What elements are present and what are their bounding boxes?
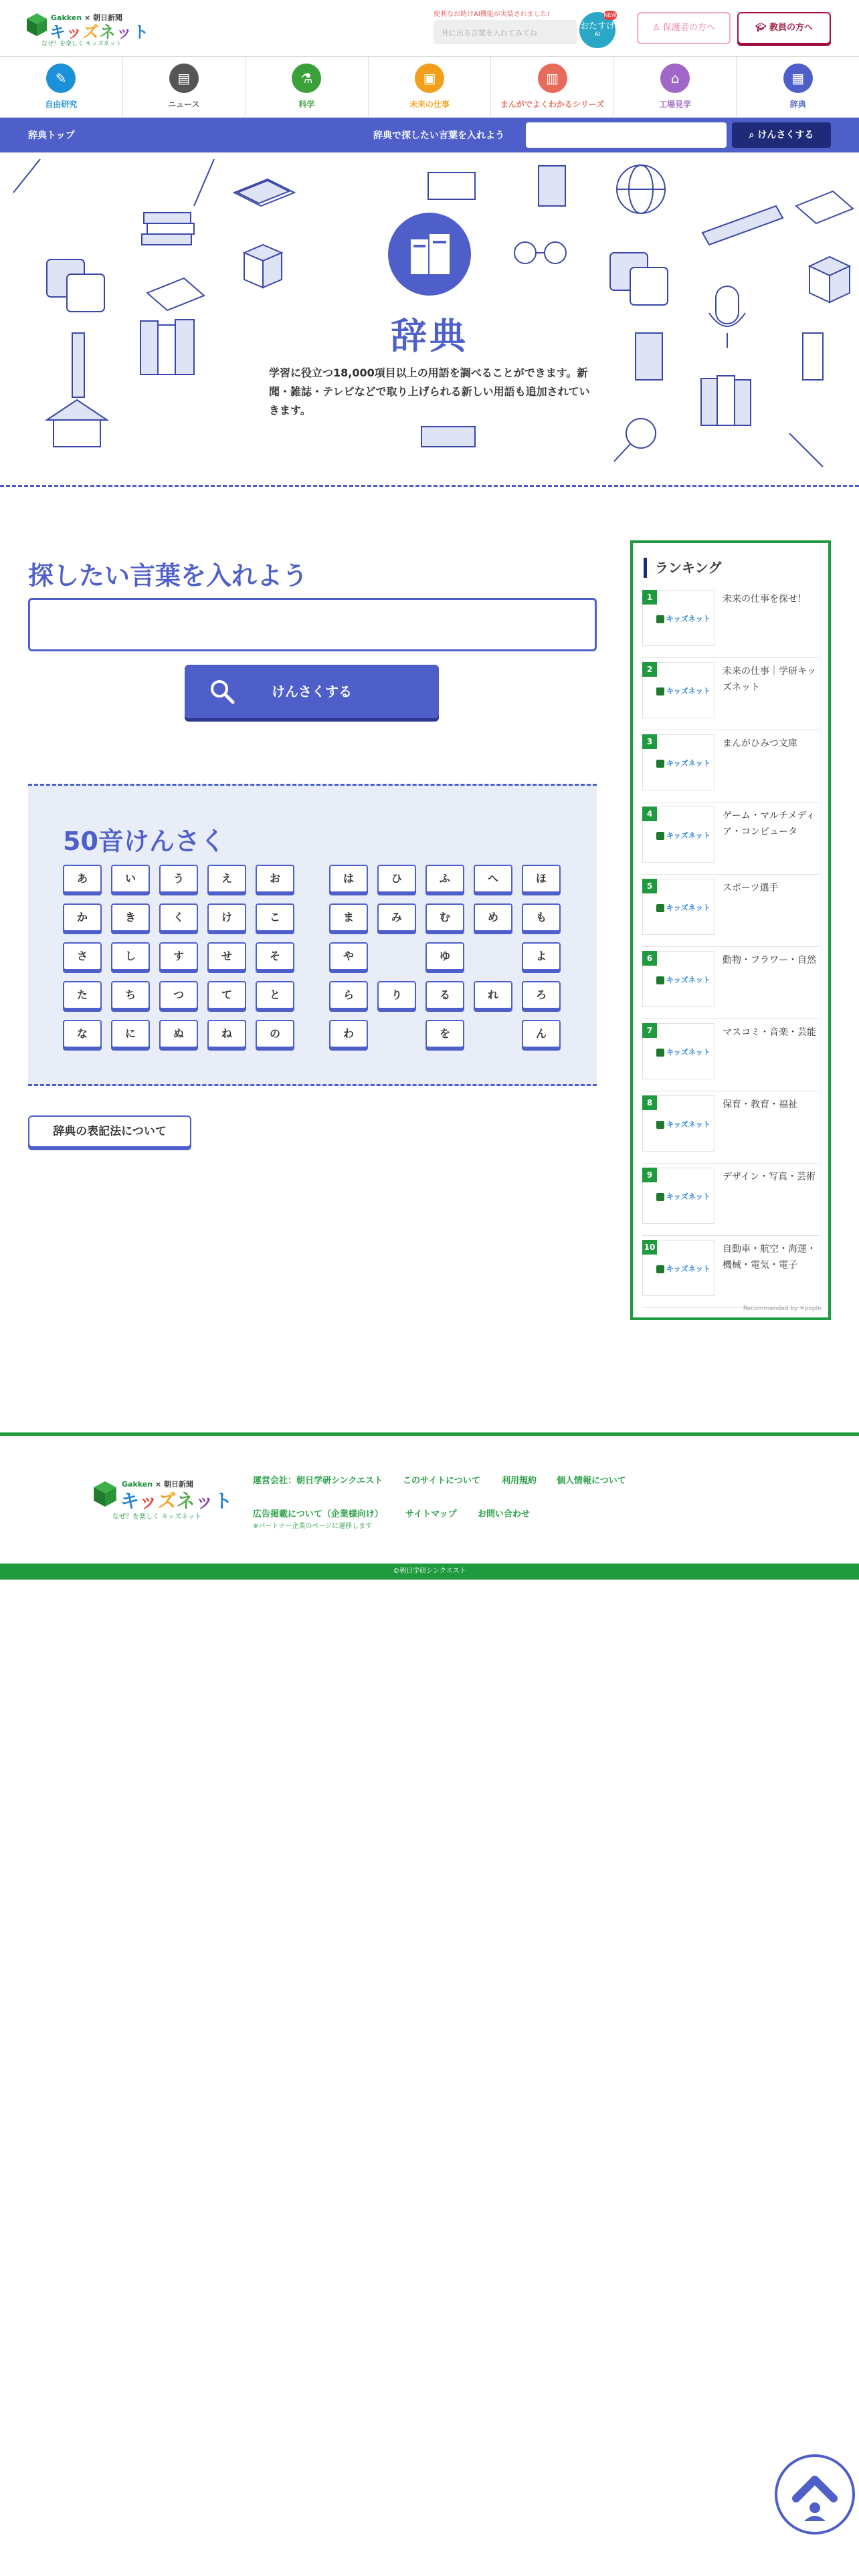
footer-logo-wordmark: キッズネット bbox=[120, 1490, 233, 1512]
logo-cube-icon bbox=[656, 1193, 664, 1201]
footer-link-sitemap[interactable]: サイトマップ bbox=[405, 1509, 457, 1519]
kana-key[interactable]: り bbox=[377, 981, 416, 1009]
kana-key[interactable]: ち bbox=[111, 981, 150, 1009]
thumbnail-label: キッズネット bbox=[666, 1265, 710, 1273]
bar-search-input[interactable] bbox=[526, 122, 727, 148]
pencil-icon: ✎ bbox=[46, 64, 76, 93]
thumbnail-logo bbox=[656, 1263, 710, 1274]
logo-cube-icon bbox=[656, 687, 664, 695]
kana-key[interactable]: ぬ bbox=[159, 1020, 198, 1048]
ranking-item-title: デザイン・写真・芸術 bbox=[723, 1172, 816, 1182]
logo-cube-icon bbox=[656, 1121, 664, 1129]
kana-key[interactable]: さ bbox=[63, 942, 102, 970]
thumbnail-logo bbox=[656, 902, 710, 913]
thumbnail-label: キッズネット bbox=[666, 976, 710, 984]
logo-cube-icon bbox=[94, 1481, 116, 1507]
chevron-up-icon bbox=[777, 2457, 852, 2532]
kana-key[interactable]: や bbox=[329, 942, 368, 970]
parent-icon: ♙ bbox=[652, 23, 663, 33]
kana-key[interactable]: ら bbox=[329, 981, 368, 1009]
logo-cube-icon bbox=[656, 904, 664, 912]
hero-description: 学習に役立つ18,000項目以上の用語を調べることができます。新聞・雑誌・テレビなどで取り上げられる新しい用語も追加されていきます。 bbox=[269, 364, 597, 420]
thumbnail-label: キッズネット bbox=[666, 1192, 710, 1201]
kana-key[interactable]: け bbox=[207, 903, 246, 932]
dictionary-book-icon bbox=[388, 213, 471, 296]
page-top-button[interactable] bbox=[775, 2454, 855, 2535]
main-search-input[interactable] bbox=[28, 598, 597, 651]
kana-key[interactable]: ね bbox=[207, 1020, 246, 1048]
rank-badge: 10 bbox=[642, 1240, 657, 1255]
ranking-item-title: 未来の仕事を探せ！ bbox=[723, 594, 807, 605]
category-nav bbox=[0, 56, 859, 118]
thumbnail-label: キッズネット bbox=[666, 759, 710, 768]
ai-helper-button[interactable] bbox=[579, 12, 615, 48]
footer-link-advertising[interactable]: 広告掲載について（企業様向け） bbox=[253, 1509, 383, 1519]
kana-key[interactable]: そ bbox=[256, 942, 294, 970]
thumbnail-logo bbox=[656, 1047, 710, 1057]
ranking-item-title: ゲーム・マルチメディア・コンピュータ bbox=[723, 811, 816, 837]
kana-key[interactable]: お bbox=[256, 865, 294, 893]
category-item-research[interactable]: ✎ 自由研究 bbox=[0, 57, 123, 117]
search-icon: ⌕ bbox=[749, 130, 758, 140]
ranking-item[interactable] bbox=[642, 951, 819, 1019]
ai-label: AI bbox=[594, 31, 601, 38]
ranking-item[interactable] bbox=[642, 1023, 819, 1091]
header-search-input[interactable]: 外に出る言葉を入れてみてね bbox=[434, 20, 577, 44]
kana-key[interactable]: め bbox=[474, 903, 512, 932]
thumbnail-label: キッズネット bbox=[666, 687, 710, 695]
category-item-future-jobs[interactable]: ▣ 未来の仕事 bbox=[369, 57, 492, 117]
gojuon-search-panel bbox=[28, 784, 597, 1086]
footer-link-privacy[interactable]: 個人情報について bbox=[557, 1476, 626, 1486]
thumbnail-logo bbox=[656, 758, 710, 768]
main-search-button[interactable]: けんさくする bbox=[185, 665, 439, 718]
briefcase-icon: ▣ bbox=[415, 64, 444, 93]
ranking-item-title: マスコミ・音楽・芸能 bbox=[723, 1027, 816, 1038]
parent-button[interactable]: ♙ 保護者の方へ bbox=[637, 12, 731, 44]
site-header bbox=[0, 0, 859, 56]
rank-badge: 1 bbox=[642, 590, 657, 605]
rank-badge: 6 bbox=[642, 951, 657, 966]
category-item-news[interactable]: ▤ ニュース bbox=[123, 57, 246, 117]
thumbnail-label: キッズネット bbox=[666, 615, 710, 623]
flask-icon: ⚗ bbox=[292, 64, 321, 93]
graduation-cap-icon: 🎓︎ bbox=[755, 23, 769, 33]
notation-guide-button[interactable]: 辞典の表記法について bbox=[28, 1115, 191, 1148]
category-item-manga[interactable]: ▥ まんがでよくわかるシリーズ bbox=[491, 57, 614, 117]
logo-cube-icon bbox=[656, 1265, 664, 1273]
footer-logo[interactable] bbox=[94, 1476, 233, 1521]
thumbnail-logo bbox=[656, 1119, 710, 1130]
ai-sub-label: おたすけ bbox=[579, 21, 615, 31]
rank-badge: 2 bbox=[642, 662, 657, 677]
book-open-icon: ▥ bbox=[538, 64, 567, 93]
kana-key[interactable]: を bbox=[425, 1020, 464, 1048]
logo-partner-text: Gakken × 朝日新聞 bbox=[51, 13, 122, 22]
kana-key[interactable]: ひ bbox=[377, 865, 416, 893]
category-item-science[interactable]: ⚗ 科学 bbox=[246, 57, 369, 117]
kana-key[interactable]: よ bbox=[522, 942, 561, 970]
kana-key[interactable]: ろ bbox=[522, 981, 561, 1009]
kana-key[interactable]: か bbox=[63, 903, 102, 932]
ranking-item-title: 未来の仕事｜学研キッズネット bbox=[723, 666, 816, 693]
site-logo[interactable] bbox=[27, 12, 150, 47]
kana-key[interactable]: つ bbox=[159, 981, 198, 1009]
dictionary-search-bar bbox=[0, 118, 859, 152]
ai-feature-notice[interactable]: 便利なお助けAI機能が実装されました! bbox=[434, 11, 550, 18]
kana-key[interactable]: て bbox=[207, 981, 246, 1009]
thumbnail-logo bbox=[656, 1191, 710, 1202]
kana-key[interactable]: き bbox=[111, 903, 150, 932]
ranking-panel bbox=[630, 540, 831, 1320]
page-title: 辞典 bbox=[391, 315, 468, 357]
kana-key[interactable]: れ bbox=[474, 981, 512, 1009]
kana-key[interactable]: え bbox=[207, 865, 246, 893]
footer-logo-partner: Gakken × 朝日新聞 bbox=[122, 1480, 193, 1489]
site-footer bbox=[0, 1432, 859, 1564]
kana-key[interactable]: へ bbox=[474, 865, 512, 893]
ranking-item[interactable] bbox=[642, 1095, 819, 1164]
kana-key[interactable]: み bbox=[377, 903, 416, 932]
logo-cube-icon bbox=[656, 760, 664, 768]
logo-cube-icon bbox=[656, 615, 664, 623]
factory-icon: ⌂ bbox=[660, 64, 690, 93]
ranking-item[interactable] bbox=[642, 1240, 819, 1308]
bar-search-label: 辞典で探したい言葉を入れよう bbox=[373, 130, 504, 141]
rank-badge: 9 bbox=[642, 1168, 657, 1182]
logo-cube-icon bbox=[656, 1049, 664, 1057]
kana-key[interactable]: ほ bbox=[522, 865, 561, 893]
kana-key[interactable]: ゆ bbox=[425, 942, 464, 970]
thumbnail-label: キッズネット bbox=[666, 1120, 710, 1129]
footer-link-about[interactable]: このサイトについて bbox=[403, 1476, 480, 1486]
category-item-factory[interactable]: ⌂ 工場見学 bbox=[614, 57, 737, 117]
kana-key[interactable]: は bbox=[329, 865, 368, 893]
kana-key[interactable]: う bbox=[159, 865, 198, 893]
ranking-item[interactable] bbox=[642, 807, 819, 875]
dictionary-hero bbox=[0, 152, 859, 487]
kana-key[interactable]: こ bbox=[256, 903, 294, 932]
footer-link-contact[interactable]: お問い合わせ bbox=[478, 1509, 531, 1519]
kana-key[interactable]: む bbox=[425, 903, 464, 932]
bar-search-button[interactable]: ⌕ けんさくする bbox=[732, 122, 831, 148]
rank-badge: 3 bbox=[642, 734, 657, 749]
thumbnail-label: キッズネット bbox=[666, 831, 710, 840]
newspaper-icon: ▤ bbox=[169, 64, 199, 93]
kana-key[interactable]: な bbox=[63, 1020, 102, 1048]
footer-link-company[interactable]: 運営会社：朝日学研シンクエスト bbox=[253, 1476, 383, 1486]
ranking-item[interactable] bbox=[642, 879, 819, 947]
search-section-title: 探したい言葉を入れよう bbox=[28, 561, 308, 591]
ranking-item[interactable] bbox=[642, 662, 819, 730]
ranking-item-title: まんがひみつ文庫 bbox=[723, 738, 797, 749]
new-badge: NEW bbox=[603, 11, 617, 20]
kana-key[interactable]: も bbox=[522, 903, 561, 932]
ranking-title: ランキング bbox=[644, 558, 721, 578]
kana-key[interactable]: い bbox=[111, 865, 150, 893]
footer-link-terms[interactable]: 利用規約 bbox=[502, 1476, 537, 1486]
footer-partner-note: ※パートナー企業のページに遷移します bbox=[253, 1523, 373, 1530]
kana-key[interactable]: す bbox=[159, 942, 198, 970]
rank-badge: 7 bbox=[642, 1023, 657, 1038]
thumbnail-logo bbox=[656, 830, 710, 841]
copyright-bar: ©朝日学研シンクエスト bbox=[0, 1564, 859, 1580]
kana-key[interactable]: せ bbox=[207, 942, 246, 970]
kana-key[interactable]: の bbox=[256, 1020, 294, 1048]
rank-badge: 4 bbox=[642, 807, 657, 821]
category-item-dictionary[interactable]: ▦ 辞典 bbox=[737, 57, 859, 117]
kana-key[interactable]: し bbox=[111, 942, 150, 970]
search-icon bbox=[209, 678, 235, 705]
rank-badge: 8 bbox=[642, 1095, 657, 1110]
logo-cube-icon bbox=[656, 976, 664, 984]
kana-key[interactable]: に bbox=[111, 1020, 150, 1048]
ranking-item-title: 保育・教育・福祉 bbox=[723, 1099, 797, 1110]
thumbnail-label: キッズネット bbox=[666, 1048, 710, 1057]
kana-key[interactable]: わ bbox=[329, 1020, 368, 1048]
kana-key[interactable]: ま bbox=[329, 903, 368, 932]
thumbnail-label: キッズネット bbox=[666, 903, 710, 912]
dictionary-top-link[interactable]: 辞典トップ bbox=[28, 130, 75, 141]
rank-badge: 5 bbox=[642, 879, 657, 893]
dictionary-icon: ▦ bbox=[783, 64, 813, 93]
footer-logo-tagline: なぜ？を楽しく キッズネット bbox=[112, 1513, 201, 1521]
ranking-item[interactable] bbox=[642, 590, 819, 658]
teacher-button[interactable]: 🎓︎ 教員の方へ bbox=[737, 12, 831, 44]
gojuon-title: 50音けんさく bbox=[63, 827, 225, 856]
kana-key[interactable]: あ bbox=[63, 865, 102, 893]
kana-key[interactable]: ふ bbox=[425, 865, 464, 893]
kana-key[interactable]: る bbox=[425, 981, 464, 1009]
ranking-item[interactable] bbox=[642, 1168, 819, 1236]
ranking-item-title: 動物・フラワー・自然 bbox=[723, 955, 816, 966]
ranking-item[interactable] bbox=[642, 734, 819, 802]
logo-wordmark: キッズネット bbox=[50, 23, 150, 41]
recommended-by[interactable]: Recommended by ✕popIn bbox=[743, 1305, 822, 1312]
kana-key[interactable]: た bbox=[63, 981, 102, 1009]
logo-cube-icon bbox=[27, 13, 47, 36]
thumbnail-logo bbox=[656, 685, 710, 696]
ranking-item-title: スポーツ選手 bbox=[723, 883, 779, 893]
thumbnail-logo bbox=[656, 974, 710, 985]
kana-key[interactable]: ん bbox=[522, 1020, 561, 1048]
thumbnail-logo bbox=[656, 613, 710, 624]
kana-key[interactable]: と bbox=[256, 981, 294, 1009]
ranking-item-title: 自動車・航空・海運・機械・電気・電子 bbox=[723, 1244, 816, 1271]
logo-cube-icon bbox=[656, 832, 664, 840]
kana-key[interactable]: く bbox=[159, 903, 198, 932]
logo-tagline: なぜ？を楽しく キッズネット bbox=[41, 41, 122, 47]
